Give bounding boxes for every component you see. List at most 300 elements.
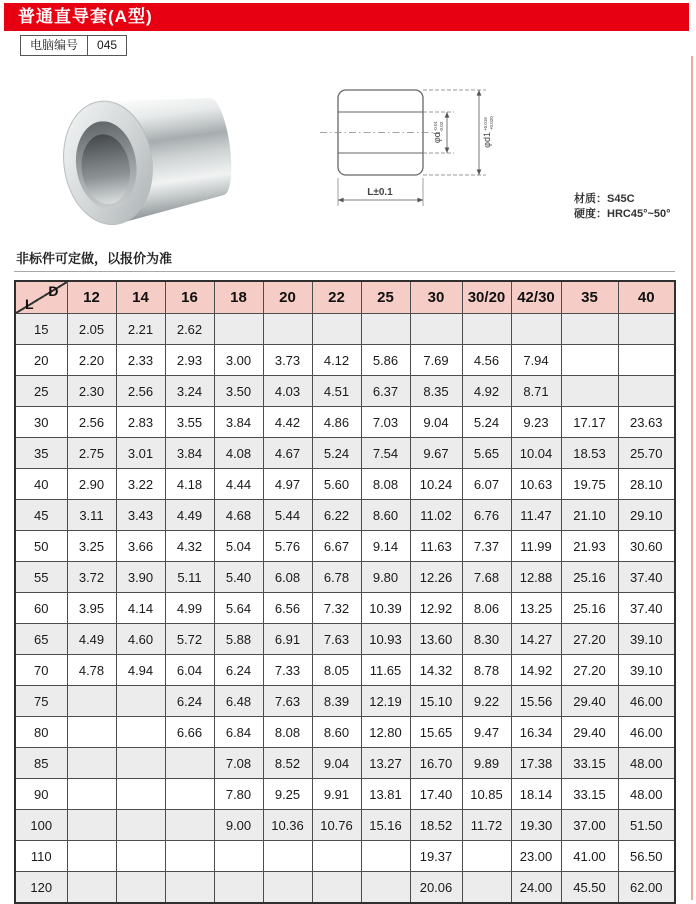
table-cell: 4.99 bbox=[165, 593, 214, 624]
table-cell: 2.33 bbox=[116, 345, 165, 376]
dim-outer-label: φd1 bbox=[482, 131, 492, 148]
row-header: 30 bbox=[15, 407, 67, 438]
table-cell: 9.47 bbox=[462, 717, 511, 748]
table-cell: 21.93 bbox=[561, 531, 618, 562]
table-cell: 33.15 bbox=[561, 779, 618, 810]
table-row bbox=[15, 717, 675, 748]
table-cell: 4.51 bbox=[312, 376, 361, 407]
table-cell: 6.48 bbox=[214, 686, 263, 717]
table-cell bbox=[214, 841, 263, 872]
row-header: 35 bbox=[15, 438, 67, 469]
table-cell: 7.37 bbox=[462, 531, 511, 562]
table-cell: 3.24 bbox=[165, 376, 214, 407]
table-cell: 3.84 bbox=[214, 407, 263, 438]
table-cell bbox=[165, 748, 214, 779]
table-cell: 7.33 bbox=[263, 655, 312, 686]
column-header: 30 bbox=[410, 281, 462, 314]
table-cell: 5.65 bbox=[462, 438, 511, 469]
row-header: 70 bbox=[15, 655, 67, 686]
table-cell: 7.54 bbox=[361, 438, 410, 469]
table-row bbox=[15, 624, 675, 655]
table-cell: 16.34 bbox=[511, 717, 561, 748]
row-header: 40 bbox=[15, 469, 67, 500]
table-cell bbox=[165, 841, 214, 872]
table-cell: 11.63 bbox=[410, 531, 462, 562]
table-cell bbox=[263, 841, 312, 872]
row-header: 50 bbox=[15, 531, 67, 562]
table-row bbox=[15, 748, 675, 779]
row-header: 15 bbox=[15, 314, 67, 345]
table-cell bbox=[410, 314, 462, 345]
code-value: 045 bbox=[87, 36, 126, 55]
row-header: 85 bbox=[15, 748, 67, 779]
table-cell: 3.55 bbox=[165, 407, 214, 438]
table-cell: 7.08 bbox=[214, 748, 263, 779]
table-cell: 18.53 bbox=[561, 438, 618, 469]
table-cell: 4.42 bbox=[263, 407, 312, 438]
column-header: 14 bbox=[116, 281, 165, 314]
table-row bbox=[15, 779, 675, 810]
table-cell: 10.24 bbox=[410, 469, 462, 500]
material-info bbox=[574, 192, 671, 222]
table-cell bbox=[263, 314, 312, 345]
svg-text:φd1+0.016+0.020 bbox=[482, 116, 494, 148]
table-cell: 2.90 bbox=[67, 469, 116, 500]
table-cell: 5.04 bbox=[214, 531, 263, 562]
table-row bbox=[15, 469, 675, 500]
table-cell: 8.08 bbox=[263, 717, 312, 748]
table-cell: 25.16 bbox=[561, 593, 618, 624]
table-cell: 7.69 bbox=[410, 345, 462, 376]
table-cell: 4.78 bbox=[67, 655, 116, 686]
table-cell: 3.00 bbox=[214, 345, 263, 376]
table-cell: 10.63 bbox=[511, 469, 561, 500]
table-row bbox=[15, 841, 675, 872]
table-cell: 37.00 bbox=[561, 810, 618, 841]
table-cell: 6.66 bbox=[165, 717, 214, 748]
table-row bbox=[15, 686, 675, 717]
column-header: 12 bbox=[67, 281, 116, 314]
table-cell: 14.32 bbox=[410, 655, 462, 686]
corner-d-label: D bbox=[48, 283, 59, 299]
table-cell bbox=[618, 345, 675, 376]
dim-outer-tol-lower: +0.020 bbox=[489, 116, 494, 131]
table-cell bbox=[116, 748, 165, 779]
table-row bbox=[15, 500, 675, 531]
table-cell: 3.73 bbox=[263, 345, 312, 376]
table-cell: 30.60 bbox=[618, 531, 675, 562]
dim-inner-label: φd bbox=[432, 132, 442, 144]
table-cell: 2.30 bbox=[67, 376, 116, 407]
table-row bbox=[15, 407, 675, 438]
table-cell: 28.10 bbox=[618, 469, 675, 500]
table-cell: 6.76 bbox=[462, 500, 511, 531]
table-cell: 4.67 bbox=[263, 438, 312, 469]
dim-inner-tol-upper: -0.01 bbox=[433, 120, 438, 132]
table-cell: 46.00 bbox=[618, 717, 675, 748]
column-header: 35 bbox=[561, 281, 618, 314]
table-cell: 2.83 bbox=[116, 407, 165, 438]
table-cell: 51.50 bbox=[618, 810, 675, 841]
table-cell bbox=[67, 872, 116, 904]
table-cell bbox=[116, 686, 165, 717]
table-cell: 9.00 bbox=[214, 810, 263, 841]
table-cell: 4.49 bbox=[67, 624, 116, 655]
column-header: 18 bbox=[214, 281, 263, 314]
table-cell: 6.22 bbox=[312, 500, 361, 531]
table-cell bbox=[561, 314, 618, 345]
table-cell: 8.30 bbox=[462, 624, 511, 655]
row-header: 65 bbox=[15, 624, 67, 655]
table-cell: 3.01 bbox=[116, 438, 165, 469]
table-cell: 8.35 bbox=[410, 376, 462, 407]
table-cell: 3.90 bbox=[116, 562, 165, 593]
column-header: 25 bbox=[361, 281, 410, 314]
table-cell: 25.16 bbox=[561, 562, 618, 593]
row-header: 20 bbox=[15, 345, 67, 376]
column-header: 16 bbox=[165, 281, 214, 314]
table-cell: 9.22 bbox=[462, 686, 511, 717]
table-cell: 48.00 bbox=[618, 748, 675, 779]
table-row bbox=[15, 562, 675, 593]
table-cell: 12.80 bbox=[361, 717, 410, 748]
table-cell: 29.40 bbox=[561, 686, 618, 717]
table-cell bbox=[67, 810, 116, 841]
table-cell: 9.67 bbox=[410, 438, 462, 469]
page-title: 普通直导套(A型) bbox=[4, 3, 689, 31]
table-cell: 6.84 bbox=[214, 717, 263, 748]
table-cell: 6.24 bbox=[214, 655, 263, 686]
table-cell: 6.24 bbox=[165, 686, 214, 717]
table-cell: 2.05 bbox=[67, 314, 116, 345]
row-header: 55 bbox=[15, 562, 67, 593]
table-cell bbox=[116, 810, 165, 841]
table-cell: 9.04 bbox=[312, 748, 361, 779]
table-cell: 3.66 bbox=[116, 531, 165, 562]
table-cell: 15.10 bbox=[410, 686, 462, 717]
computer-code-box bbox=[20, 35, 127, 56]
table-cell: 8.39 bbox=[312, 686, 361, 717]
table-cell: 15.16 bbox=[361, 810, 410, 841]
table-cell: 37.40 bbox=[618, 562, 675, 593]
column-header: 40 bbox=[618, 281, 675, 314]
table-cell: 4.03 bbox=[263, 376, 312, 407]
table-cell: 8.52 bbox=[263, 748, 312, 779]
table-cell: 4.86 bbox=[312, 407, 361, 438]
table-cell: 39.10 bbox=[618, 655, 675, 686]
table-cell: 45.50 bbox=[561, 872, 618, 904]
table-cell: 23.00 bbox=[511, 841, 561, 872]
table-cell: 4.94 bbox=[116, 655, 165, 686]
table-cell bbox=[511, 314, 561, 345]
dim-inner-tol-lower: -0.02 bbox=[439, 121, 444, 132]
table-cell: 20.06 bbox=[410, 872, 462, 904]
table-cell: 5.64 bbox=[214, 593, 263, 624]
table-cell: 48.00 bbox=[618, 779, 675, 810]
table-cell: 4.68 bbox=[214, 500, 263, 531]
table-cell: 11.47 bbox=[511, 500, 561, 531]
table-cell: 27.20 bbox=[561, 655, 618, 686]
corner-header-cell bbox=[15, 281, 67, 314]
table-cell: 9.04 bbox=[410, 407, 462, 438]
table-cell bbox=[312, 841, 361, 872]
table-cell: 5.60 bbox=[312, 469, 361, 500]
table-cell: 8.08 bbox=[361, 469, 410, 500]
table-cell: 8.06 bbox=[462, 593, 511, 624]
table-cell: 4.60 bbox=[116, 624, 165, 655]
table-cell bbox=[67, 841, 116, 872]
table-cell bbox=[165, 872, 214, 904]
row-header: 80 bbox=[15, 717, 67, 748]
table-row bbox=[15, 376, 675, 407]
table-cell: 6.91 bbox=[263, 624, 312, 655]
table-cell: 29.40 bbox=[561, 717, 618, 748]
table-cell: 3.84 bbox=[165, 438, 214, 469]
dim-outer-tol-upper: +0.016 bbox=[483, 117, 488, 131]
table-cell: 17.38 bbox=[511, 748, 561, 779]
table-row bbox=[15, 314, 675, 345]
table-cell: 5.24 bbox=[462, 407, 511, 438]
table-cell: 6.56 bbox=[263, 593, 312, 624]
table-cell: 2.75 bbox=[67, 438, 116, 469]
section-divider bbox=[14, 271, 675, 272]
table-cell: 17.40 bbox=[410, 779, 462, 810]
row-header: 60 bbox=[15, 593, 67, 624]
table-cell: 2.93 bbox=[165, 345, 214, 376]
table-row bbox=[15, 872, 675, 904]
table-row bbox=[15, 531, 675, 562]
page-right-rule bbox=[691, 56, 693, 900]
table-cell bbox=[361, 841, 410, 872]
table-cell bbox=[263, 872, 312, 904]
custom-order-note: 非标件可定做，以报价为准 bbox=[16, 251, 173, 266]
table-cell: 4.92 bbox=[462, 376, 511, 407]
hardness-label: 硬度：HRC45°~50° bbox=[574, 208, 671, 220]
table-cell: 3.43 bbox=[116, 500, 165, 531]
table-cell: 7.32 bbox=[312, 593, 361, 624]
table-cell: 7.63 bbox=[263, 686, 312, 717]
table-cell: 27.20 bbox=[561, 624, 618, 655]
table-cell: 12.88 bbox=[511, 562, 561, 593]
table-cell: 4.32 bbox=[165, 531, 214, 562]
table-cell: 5.72 bbox=[165, 624, 214, 655]
table-cell bbox=[116, 779, 165, 810]
table-cell: 2.56 bbox=[116, 376, 165, 407]
material-label: 材质：S45C bbox=[574, 193, 635, 205]
table-cell: 11.02 bbox=[410, 500, 462, 531]
table-cell: 14.92 bbox=[511, 655, 561, 686]
table-cell bbox=[462, 314, 511, 345]
table-cell: 4.08 bbox=[214, 438, 263, 469]
corner-l-label: L bbox=[25, 296, 34, 312]
table-cell: 7.94 bbox=[511, 345, 561, 376]
table-cell: 23.63 bbox=[618, 407, 675, 438]
table-cell: 5.88 bbox=[214, 624, 263, 655]
table-cell bbox=[116, 872, 165, 904]
column-header: 20 bbox=[263, 281, 312, 314]
table-cell bbox=[312, 314, 361, 345]
table-cell: 13.60 bbox=[410, 624, 462, 655]
table-cell: 56.50 bbox=[618, 841, 675, 872]
row-header: 45 bbox=[15, 500, 67, 531]
table-cell bbox=[561, 376, 618, 407]
table-cell: 12.26 bbox=[410, 562, 462, 593]
table-cell: 46.00 bbox=[618, 686, 675, 717]
table-cell: 8.71 bbox=[511, 376, 561, 407]
column-header: 30/20 bbox=[462, 281, 511, 314]
table-cell bbox=[214, 872, 263, 904]
table-cell: 9.25 bbox=[263, 779, 312, 810]
table-cell: 2.20 bbox=[67, 345, 116, 376]
table-cell bbox=[361, 314, 410, 345]
table-cell: 8.60 bbox=[361, 500, 410, 531]
table-cell: 7.68 bbox=[462, 562, 511, 593]
table-cell bbox=[67, 779, 116, 810]
column-header: 22 bbox=[312, 281, 361, 314]
table-cell bbox=[561, 345, 618, 376]
table-cell: 10.93 bbox=[361, 624, 410, 655]
table-cell: 4.12 bbox=[312, 345, 361, 376]
table-cell bbox=[361, 872, 410, 904]
table-cell bbox=[618, 314, 675, 345]
table-cell bbox=[312, 872, 361, 904]
table-cell: 10.36 bbox=[263, 810, 312, 841]
table-cell: 10.85 bbox=[462, 779, 511, 810]
table-cell: 16.70 bbox=[410, 748, 462, 779]
table-cell: 62.00 bbox=[618, 872, 675, 904]
table-cell: 13.81 bbox=[361, 779, 410, 810]
table-cell: 25.70 bbox=[618, 438, 675, 469]
table-cell: 6.67 bbox=[312, 531, 361, 562]
table-cell: 2.21 bbox=[116, 314, 165, 345]
table-cell: 6.37 bbox=[361, 376, 410, 407]
table-cell bbox=[67, 717, 116, 748]
table-cell: 15.56 bbox=[511, 686, 561, 717]
row-header: 110 bbox=[15, 841, 67, 872]
table-cell: 13.27 bbox=[361, 748, 410, 779]
table-cell: 3.95 bbox=[67, 593, 116, 624]
svg-text:φd-0.01-0.02 bbox=[432, 120, 444, 143]
table-cell bbox=[116, 841, 165, 872]
table-cell: 3.11 bbox=[67, 500, 116, 531]
technical-drawing bbox=[318, 70, 578, 238]
table-cell bbox=[67, 748, 116, 779]
table-cell: 19.75 bbox=[561, 469, 618, 500]
table-cell: 9.23 bbox=[511, 407, 561, 438]
table-cell: 39.10 bbox=[618, 624, 675, 655]
table-row bbox=[15, 438, 675, 469]
table-cell: 10.04 bbox=[511, 438, 561, 469]
table-cell: 4.49 bbox=[165, 500, 214, 531]
table-cell bbox=[67, 686, 116, 717]
column-header: 42/30 bbox=[511, 281, 561, 314]
row-header: 100 bbox=[15, 810, 67, 841]
table-cell: 9.14 bbox=[361, 531, 410, 562]
table-cell: 7.63 bbox=[312, 624, 361, 655]
table-cell: 4.97 bbox=[263, 469, 312, 500]
table-cell: 6.08 bbox=[263, 562, 312, 593]
table-cell bbox=[165, 779, 214, 810]
table-cell bbox=[462, 872, 511, 904]
table-cell: 4.18 bbox=[165, 469, 214, 500]
price-table bbox=[14, 280, 676, 904]
table-cell: 2.56 bbox=[67, 407, 116, 438]
table-cell: 5.86 bbox=[361, 345, 410, 376]
table-cell: 11.99 bbox=[511, 531, 561, 562]
table-cell: 8.05 bbox=[312, 655, 361, 686]
table-cell: 3.72 bbox=[67, 562, 116, 593]
table-cell: 5.24 bbox=[312, 438, 361, 469]
table-cell bbox=[462, 841, 511, 872]
row-header: 25 bbox=[15, 376, 67, 407]
table-cell: 41.00 bbox=[561, 841, 618, 872]
table-row bbox=[15, 810, 675, 841]
row-header: 90 bbox=[15, 779, 67, 810]
table-cell: 37.40 bbox=[618, 593, 675, 624]
part-photo bbox=[35, 74, 250, 234]
table-cell: 12.19 bbox=[361, 686, 410, 717]
table-cell: 18.14 bbox=[511, 779, 561, 810]
row-header: 120 bbox=[15, 872, 67, 904]
table-cell: 3.50 bbox=[214, 376, 263, 407]
table-cell: 15.65 bbox=[410, 717, 462, 748]
table-cell: 10.39 bbox=[361, 593, 410, 624]
table-cell: 11.65 bbox=[361, 655, 410, 686]
table-cell bbox=[618, 376, 675, 407]
table-cell: 9.91 bbox=[312, 779, 361, 810]
table-cell: 12.92 bbox=[410, 593, 462, 624]
table-cell: 5.44 bbox=[263, 500, 312, 531]
table-cell: 8.78 bbox=[462, 655, 511, 686]
code-label: 电脑编号 bbox=[30, 38, 79, 52]
table-row bbox=[15, 655, 675, 686]
table-cell: 10.76 bbox=[312, 810, 361, 841]
table-cell: 8.60 bbox=[312, 717, 361, 748]
table-cell: 3.25 bbox=[67, 531, 116, 562]
table-cell: 3.22 bbox=[116, 469, 165, 500]
table-cell bbox=[214, 314, 263, 345]
table-cell: 5.11 bbox=[165, 562, 214, 593]
table-row bbox=[15, 345, 675, 376]
table-cell bbox=[165, 810, 214, 841]
table-cell: 17.17 bbox=[561, 407, 618, 438]
table-cell: 4.56 bbox=[462, 345, 511, 376]
table-cell: 7.03 bbox=[361, 407, 410, 438]
table-cell: 33.15 bbox=[561, 748, 618, 779]
table-cell: 29.10 bbox=[618, 500, 675, 531]
row-header: 75 bbox=[15, 686, 67, 717]
table-cell: 6.04 bbox=[165, 655, 214, 686]
table-cell: 11.72 bbox=[462, 810, 511, 841]
table-cell: 5.40 bbox=[214, 562, 263, 593]
table-cell: 19.30 bbox=[511, 810, 561, 841]
table-cell: 6.07 bbox=[462, 469, 511, 500]
table-cell: 24.00 bbox=[511, 872, 561, 904]
table-cell: 9.89 bbox=[462, 748, 511, 779]
table-cell: 21.10 bbox=[561, 500, 618, 531]
table-cell: 4.44 bbox=[214, 469, 263, 500]
table-cell: 9.80 bbox=[361, 562, 410, 593]
table-cell: 14.27 bbox=[511, 624, 561, 655]
table-cell: 5.76 bbox=[263, 531, 312, 562]
table-row bbox=[15, 593, 675, 624]
dim-length-label: L±0.1 bbox=[367, 187, 393, 198]
table-cell bbox=[116, 717, 165, 748]
table-cell: 7.80 bbox=[214, 779, 263, 810]
table-cell: 6.78 bbox=[312, 562, 361, 593]
table-cell: 4.14 bbox=[116, 593, 165, 624]
table-cell: 18.52 bbox=[410, 810, 462, 841]
